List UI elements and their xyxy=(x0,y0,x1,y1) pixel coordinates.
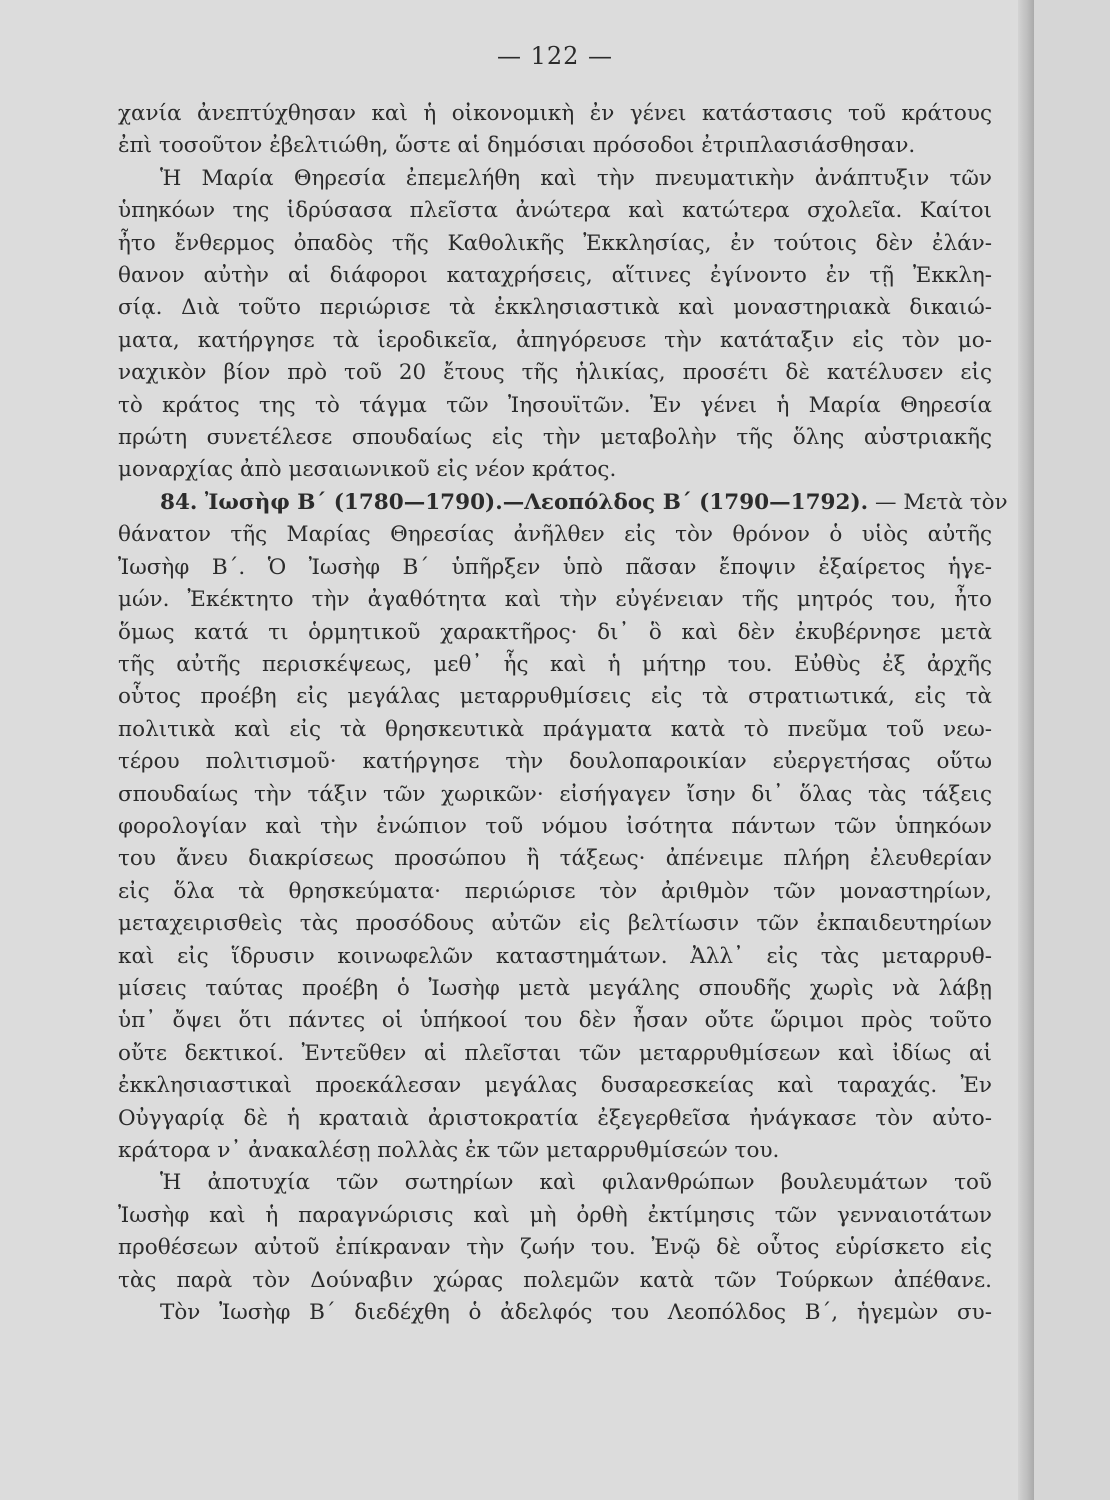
text-line xyxy=(118,1200,992,1232)
text-line xyxy=(118,292,992,324)
text-line xyxy=(118,681,992,713)
line-text: μών. Ἐκέκτητο τὴν ἀγαθότητα καὶ τὴν εὐγένειαν τῆς μητρός του, ἦτο xyxy=(118,587,992,613)
line-text: οὗτος προέβη εἰς μεγάλας μεταρρυθμίσεις εἰς τὰ στρατιωτικά, εἰς τὰ xyxy=(118,684,992,710)
line-text: σπουδαίως τὴν τάξιν τῶν χωρικῶν· εἰσήγαγεν ἴσην δι᾿ ὅλας τὰς τάξεις xyxy=(118,781,992,807)
text-line xyxy=(118,422,992,454)
line-text: ὑπ᾿ ὄψει ὅτι πάντες οἱ ὑπήκοοί του δὲν ἦσαν οὔτε ὥριμοι πρὸς τοῦτο xyxy=(118,1008,992,1034)
line-text: καὶ εἰς ἵδρυσιν κοινωφελῶν καταστημάτων. Ἀλλ᾿ εἰς τὰς μεταρρυθ- xyxy=(118,943,992,969)
line-text: πολιτικὰ καὶ εἰς τὰ θρησκευτικὰ πράγματα κατὰ τὸ πνεῦμα τοῦ νεω- xyxy=(118,716,992,742)
text-line xyxy=(118,163,992,195)
text-line xyxy=(118,325,992,357)
text-line xyxy=(118,519,992,551)
text-line xyxy=(118,649,992,681)
line-text: κράτορα ν᾿ ἀνακαλέσῃ πολλὰς ἐκ τῶν μεταρρυθμίσεών του. xyxy=(118,1138,780,1163)
line-text: ἦτο ἔνθερμος ὀπαδὸς τῆς Καθολικῆς Ἐκκλησίας, ἐν τούτοις δὲν ἐλάν- xyxy=(118,230,992,256)
text-line xyxy=(118,1232,992,1264)
line-text: θάνατον τῆς Μαρίας Θηρεσίας ἀνῆλθεν εἰς τὸν θρόνον ὁ υἱὸς αὐτῆς xyxy=(118,522,992,548)
text-line xyxy=(118,1038,992,1070)
text-line xyxy=(118,1297,992,1329)
line-text: ναχικὸν βίον πρὸ τοῦ 20 ἔτους τῆς ἡλικίας, προσέτι δὲ κατέλυσεν εἰς xyxy=(118,360,992,386)
text-line xyxy=(118,876,992,908)
text-line xyxy=(118,98,992,130)
line-text: Ἡ ἀποτυχία τῶν σωτηρίων καὶ φιλανθρώπων βουλευμάτων τοῦ xyxy=(160,1170,992,1196)
line-text: εἰς ὅλα τὰ θρησκεύματα· περιώρισε τὸν ἀριθμὸν τῶν μοναστηρίων, xyxy=(118,878,992,904)
text-line xyxy=(118,552,992,584)
line-text: χανία ἀνεπτύχθησαν καὶ ἡ οἰκονομικὴ ἐν γένει κατάστασις τοῦ κράτους xyxy=(118,101,992,126)
text-line xyxy=(118,843,992,875)
line-text: ματα, κατήργησε τὰ ἱεροδικεῖα, ἀπηγόρευσε τὴν κατάταξιν εἰς τὸν μο- xyxy=(118,327,992,353)
line-text: θανον αὐτὴν αἱ διάφοροι καταχρήσεις, αἵτινες ἐγίνοντο ἐν τῇ Ἐκκλη- xyxy=(118,263,992,289)
line-text: Τὸν Ἰωσὴφ Β΄ διεδέχθη ὁ ἀδελφός του Λεοπόλδος Β΄, ἡγεμὼν συ- xyxy=(160,1300,992,1326)
line-text: σίᾳ. Διὰ τοῦτο περιώρισε τὰ ἐκκλησιαστικὰ καὶ μοναστηριακὰ δικαιώ- xyxy=(118,295,992,321)
line-text: του ἄνευ διακρίσεως προσώπου ἢ τάξεως· ἀπένειμε πλήρη ἐλευθερίαν xyxy=(118,846,992,872)
line-text: πρώτη συνετέλεσε σπουδαίως εἰς τὴν μεταβολὴν τῆς ὅλης αὐστριακῆς xyxy=(118,425,992,451)
body-text xyxy=(118,98,1008,1329)
line-text: τῆς αὐτῆς περισκέψεως, μεθ᾿ ἧς καὶ ἡ μήτηρ του. Εὐθὺς ἐξ ἀρχῆς xyxy=(118,651,992,677)
line-text: τέρου πολιτισμοῦ· κατήργησε τὴν δουλοπαροικίαν εὐεργετήσας οὕτω xyxy=(118,749,992,775)
line-text: Ἰωσὴφ Β΄. Ὁ Ἰωσὴφ Β΄ ὑπῆρξεν ὑπὸ πᾶσαν ἔποψιν ἐξαίρετος ἡγε- xyxy=(118,554,992,580)
line-text: προθέσεων αὐτοῦ ἐπίκραναν τὴν ζωήν του. Ἐνῷ δὲ οὗτος εὑρίσκετο εἰς xyxy=(118,1235,992,1261)
text-line xyxy=(118,260,992,292)
text-line xyxy=(118,1103,992,1135)
line-text: Ἡ Μαρία Θηρεσία ἐπεμελήθη καὶ τὴν πνευματικὴν ἀνάπτυξιν τῶν xyxy=(160,165,992,191)
section-heading: 84. Ἰωσὴφ Β΄ (1780—1790).—Λεοπόλδος Β΄ (1790—1792). xyxy=(160,489,869,515)
line-text: τὸ κράτος της τὸ τάγμα τῶν Ἰησουϊτῶν. Ἐν γένει ἡ Μαρία Θηρεσία xyxy=(118,392,992,418)
line-text: ἐπὶ τοσοῦτον ἐβελτιώθη, ὥστε αἱ δημόσιαι πρόσοδοι ἐτριπλασιάσθησαν. xyxy=(118,133,916,159)
line-text: ἐκκλησιαστικαὶ προεκάλεσαν μεγάλας δυσαρεσκείας καὶ ταραχάς. Ἐν xyxy=(118,1073,992,1099)
page-number: — 122 — xyxy=(496,42,614,70)
line-text: μίσεις ταύτας προέβη ὁ Ἰωσὴφ μετὰ μεγάλης σπουδῆς χωρὶς νὰ λάβῃ xyxy=(118,975,992,1001)
text-line xyxy=(118,779,992,811)
text-line xyxy=(118,454,992,486)
text-line xyxy=(118,714,992,746)
line-text: μεταχειρισθεὶς τὰς προσόδους αὐτῶν εἰς βελτίωσιν τῶν ἐκπαιδευτηρίων xyxy=(118,911,992,937)
text-line xyxy=(118,228,992,260)
line-text: ὅμως κατά τι ὁρμητικοῦ χαρακτῆρος· δι᾿ ὃ καὶ δὲν ἐκυβέρνησε μετὰ xyxy=(118,619,992,645)
line-text: ὑπηκόων της ἱδρύσασα πλεῖστα ἀνώτερα καὶ κατώτερα σχολεῖα. Καίτοι xyxy=(118,198,992,224)
line-text: Οὐγγαρίᾳ δὲ ἡ κραταιὰ ἀριστοκρατία ἐξεγερθεῖσα ἠνάγκασε τὸν αὐτο- xyxy=(118,1105,992,1131)
page-edge xyxy=(1018,0,1034,1500)
text-line xyxy=(118,195,992,227)
line-text: οὔτε δεκτικοί. Ἐντεῦθεν αἱ πλεῖσται τῶν μεταρρυθμίσεων καὶ ἰδίως αἱ xyxy=(118,1040,992,1066)
text-line xyxy=(118,973,992,1005)
text-line xyxy=(118,390,992,422)
text-line xyxy=(118,1070,992,1102)
text-line xyxy=(118,1005,992,1037)
text-line xyxy=(118,357,992,389)
text-line xyxy=(118,1167,992,1199)
line-text: μοναρχίας ἀπὸ μεσαιωνικοῦ εἰς νέον κράτος. xyxy=(118,457,617,483)
text-line xyxy=(118,811,992,843)
text-line xyxy=(118,1265,992,1297)
text-line xyxy=(118,584,992,616)
text-line xyxy=(118,130,992,162)
text-line xyxy=(118,908,992,940)
line-text: — Μετὰ τὸν xyxy=(874,489,1008,515)
text-line xyxy=(118,941,992,973)
line-text: φορολογίαν καὶ τὴν ἐνώπιον τοῦ νόμου ἰσότητα πάντων τῶν ὑπηκόων xyxy=(118,813,992,839)
text-line xyxy=(118,487,1008,519)
line-text: Ἰωσὴφ καὶ ἡ παραγνώρισις καὶ μὴ ὀρθὴ ἐκτίμησις τῶν γενναιοτάτων xyxy=(118,1202,992,1228)
text-line xyxy=(118,1135,992,1167)
text-line xyxy=(118,746,992,778)
line-text: τὰς παρὰ τὸν Δούναβιν χώρας πολεμῶν κατὰ τῶν Τούρκων ἀπέθανε. xyxy=(118,1267,992,1293)
text-line xyxy=(118,617,992,649)
